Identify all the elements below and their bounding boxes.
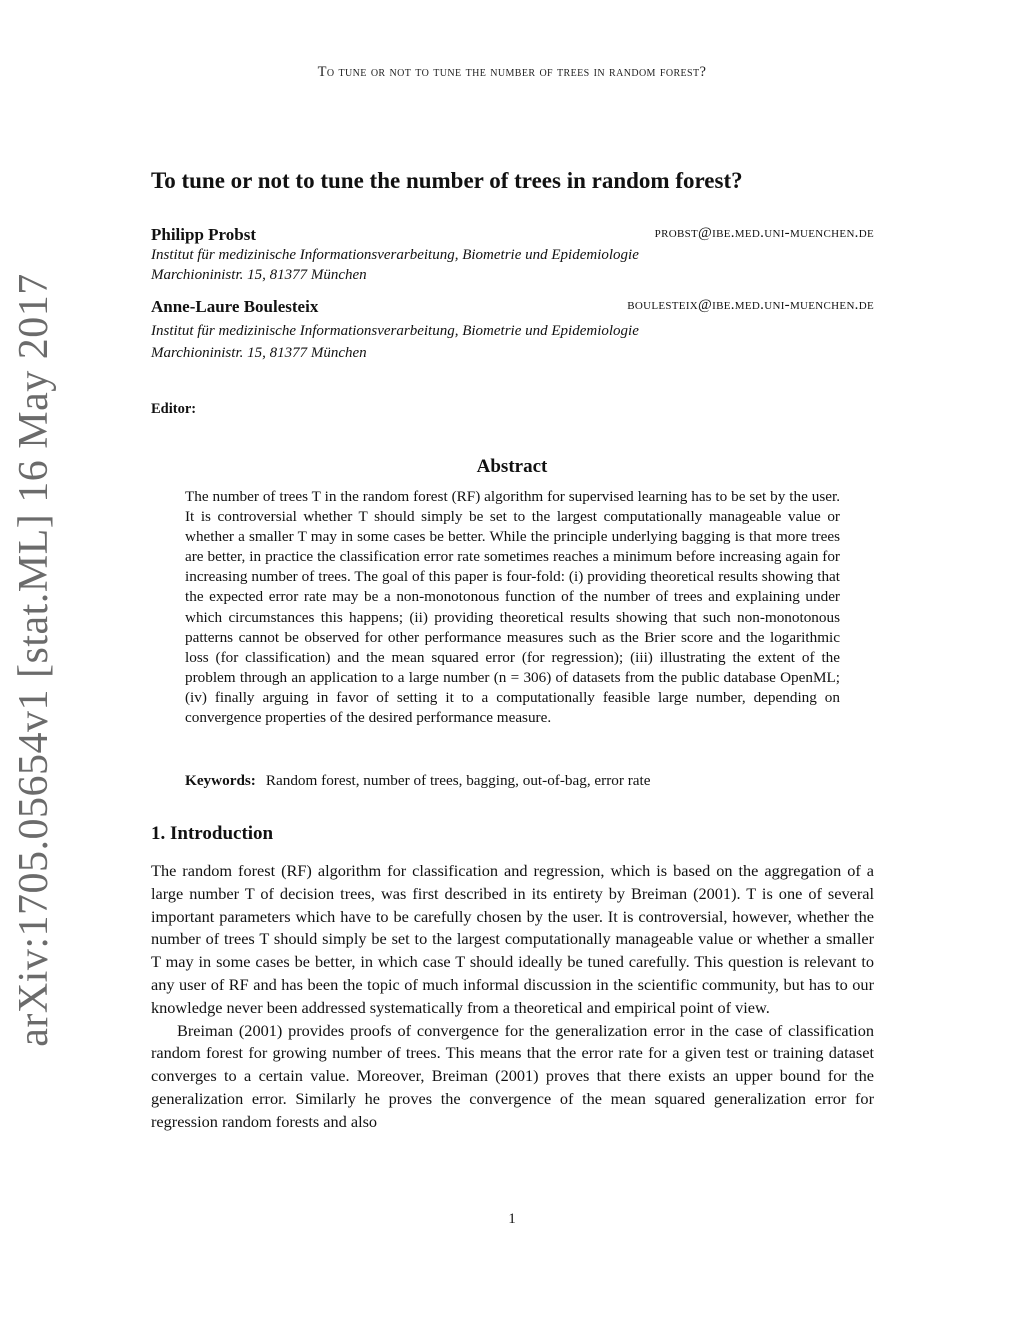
arxiv-id-text: arXiv:1705.05654v1 [stat.ML] 16 May 2017 — [11, 273, 57, 1047]
page-number: 1 — [508, 1211, 516, 1227]
author-line-2 — [151, 297, 874, 317]
paragraph: Breiman (2001) provides proofs of convergence for the generalization error in the case of classification random forest for growing number of trees. This means that the error rate for a given test or training dataset converges to a certain value. Moreover, Breiman (2001) proves that there exists an upper bound for the generalization error. Similarly he proves the convergence of the mean squared generalization error for regression random forests and also — [151, 1020, 874, 1131]
author-address: Marchioninistr. 15, 81377 München — [151, 345, 367, 361]
author-line-1 — [151, 225, 874, 245]
keywords-text: Random forest, number of trees, bagging, out-of-bag, error rate — [265, 772, 651, 789]
editor-label: Editor: — [151, 401, 197, 417]
keywords — [185, 772, 840, 790]
author-affiliation: Institut für medizinische Informationsverarbeitung, Biometrie und Epidemiologie — [151, 247, 639, 263]
keywords-label: Keywords: — [185, 772, 256, 789]
author-name: Philipp Probst — [151, 225, 257, 244]
author-affiliation: Institut für medizinische Informationsverarbeitung, Biometrie und Epidemiologie — [151, 323, 639, 339]
arxiv-sidebar-stamp — [6, 273, 62, 1047]
author-name: Anne-Laure Boulesteix — [151, 297, 319, 316]
author-address: Marchioninistr. 15, 81377 München — [151, 267, 367, 283]
author-email: boulesteix@ibe.med.uni-muenchen.de — [627, 297, 874, 313]
running-head: To tune or not to tune the number of trees in random forest? — [317, 64, 707, 80]
paragraph: The random forest (RF) algorithm for classification and regression, which is based on the aggregation of a large number T of decision trees, was first described in its entirety by Breiman (2001). T is one of several important parameters which have to be carefully chosen by the user. It is controversial, however, whether the number of trees T should simply be set to the largest computationally manageable value or whether a smaller T may in some cases be better, in which case T should ideally be tuned carefully. This question is relevant to any user of RF and has been the topic of much informal discussion in the scientific community, but has to our knowledge never been addressed systematically from a theoretical and empirical point of view. — [151, 861, 874, 1017]
abstract-text: The number of trees T in the random forest (RF) algorithm for supervised learning has to be set by the user. It is controversial whether T should simply be set to the largest computationally manageable value or whether a smaller T may in some cases be better. While the principle underlying bagging is that more trees are better, in practice the classification error rate sometimes reaches a minimum before increasing again for increasing number of trees. The goal of this paper is four-fold: (i) providing theoretical results showing that the expected error rate may be a non-monotonous function of the number of trees and explaining under which circumstances this happens; (ii) providing theoretical results showing that such non-monotonous patterns cannot be observed for other performance measures such as the Brier score and the logarithmic loss (for classification) and the mean squared error (for regression); (iii) illustrating the extent of the problem through an application to a large number (n = 306) of datasets from the public database OpenML; (iv) finally arguing in favor of setting it to a computationally feasible large number, depending on convergence properties of the desired performance measure. — [185, 488, 840, 727]
abstract-heading: Abstract — [476, 456, 548, 477]
paper-title: To tune or not to tune the number of trees in random forest? — [151, 168, 743, 193]
section-body — [151, 860, 874, 1134]
author-email: probst@ibe.med.uni-muenchen.de — [654, 225, 874, 241]
section-heading-introduction: 1. Introduction — [151, 823, 274, 844]
